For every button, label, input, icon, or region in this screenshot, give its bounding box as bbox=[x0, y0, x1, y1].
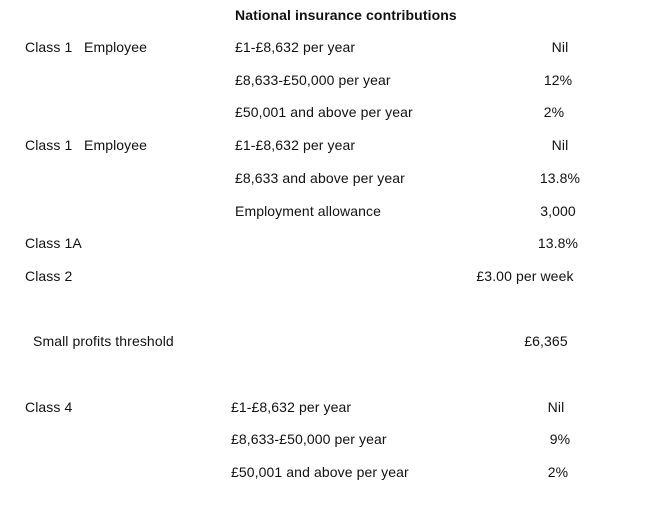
rate-value: 2% bbox=[547, 464, 569, 480]
band-label: £1-£8,632 per year bbox=[235, 137, 356, 153]
rate-value: 3,000 bbox=[540, 203, 576, 219]
band-label: £8,633-£50,000 per year bbox=[231, 431, 387, 447]
band-label: Employment allowance bbox=[235, 203, 381, 219]
class-sub-label: Employee bbox=[84, 137, 148, 153]
band-label: £50,001 and above per year bbox=[231, 464, 409, 480]
rate-value: £3.00 per week bbox=[476, 268, 574, 284]
band-label: £8,633 and above per year bbox=[235, 170, 405, 186]
class-label: Class 4 bbox=[25, 399, 73, 415]
class-label: Class 1 bbox=[25, 137, 73, 153]
class-label: Class 1A bbox=[25, 235, 82, 251]
threshold-label: Small profits threshold bbox=[33, 333, 174, 349]
page-title: National insurance contributions bbox=[235, 7, 457, 23]
rate-value: Nil bbox=[551, 137, 569, 153]
band-label: £1-£8,632 per year bbox=[231, 399, 352, 415]
band-label: £50,001 and above per year bbox=[235, 104, 413, 120]
rate-value: Nil bbox=[551, 39, 569, 55]
class-label: Class 1 bbox=[25, 39, 73, 55]
rate-value: 12% bbox=[543, 72, 573, 88]
rate-value: £6,365 bbox=[524, 333, 568, 349]
rate-value: Nil bbox=[547, 399, 565, 415]
rate-value: 9% bbox=[549, 431, 571, 447]
band-label: £1-£8,632 per year bbox=[235, 39, 356, 55]
band-label: £8,633-£50,000 per year bbox=[235, 72, 391, 88]
rate-value: 2% bbox=[543, 104, 565, 120]
rate-value: 13.8% bbox=[539, 170, 581, 186]
class-label: Class 2 bbox=[25, 268, 73, 284]
class-sub-label: Employee bbox=[84, 39, 148, 55]
rate-value: 13.8% bbox=[537, 235, 579, 251]
